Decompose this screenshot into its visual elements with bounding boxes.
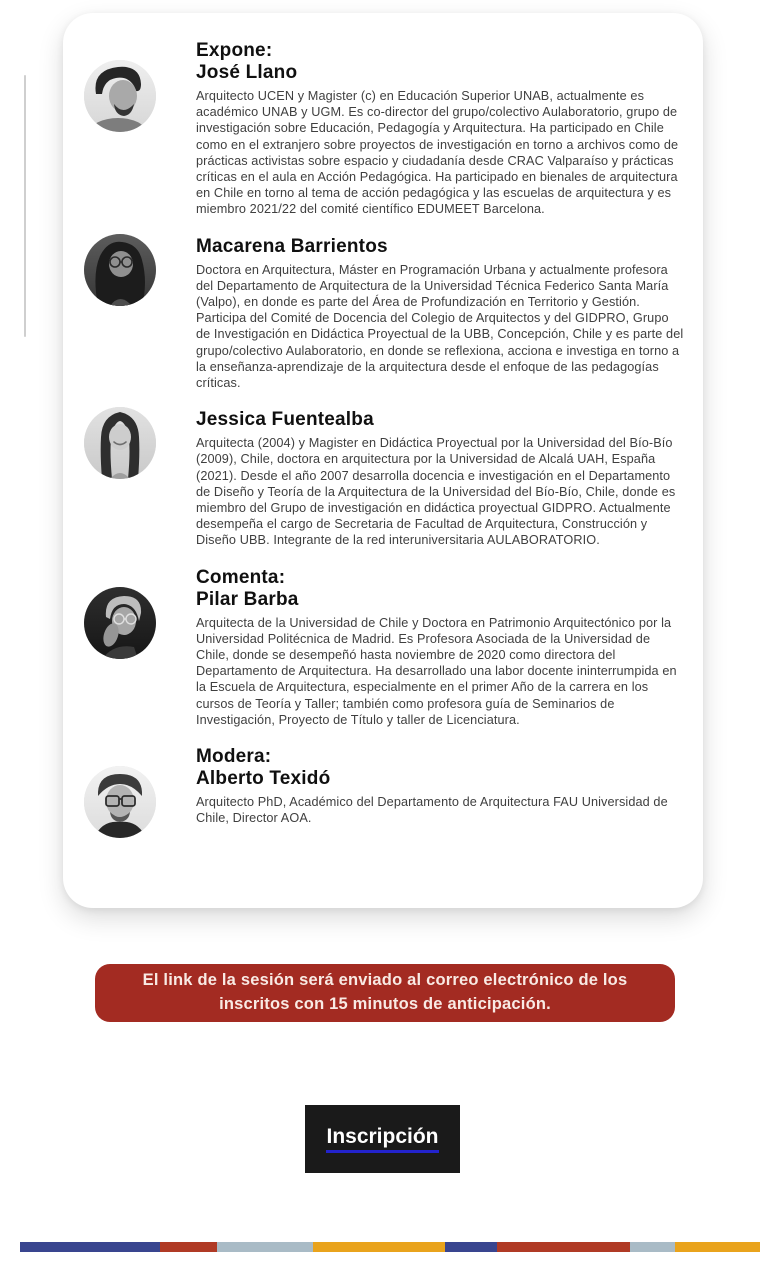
speaker-name: José Llano [196, 62, 298, 83]
speaker-bio: Doctora en Arquitectura, Máster en Programación Urbana y actualmente profesora del Departamento de Arquitectura de la Universidad Técnica Federico Santa María (Valpo), en donde es parte del Área de Profundización en Territorio y Gestión. Participa del Comité de Docencia del Colegio de Arquitectos y del GIDPRO, Grupo de Investigación en Didáctica Proyectual de la UBB, Concepción, Chile y es parte del grupo/colectivo Aulaboratorio, en donde se reflexiona, acciona e investiga en torno a la enseñanza-aprendizaje de la arquitectura desde el enfoque de las pedagogías críticas. [196, 262, 684, 391]
inscription-button[interactable] [305, 1105, 460, 1173]
speaker-content [196, 567, 685, 728]
stripe-segment [160, 1242, 217, 1252]
speaker-content [196, 40, 685, 218]
vertical-divider-line [24, 75, 26, 337]
stripe-segment [497, 1242, 630, 1252]
speaker-bio: Arquitecto UCEN y Magister (c) en Educación Superior UNAB, actualmente es académico UNAB y UGM. Es co-director del grupo/colectivo Aulaboratorio, grupo de investigación sobre Educación, Pedagogía y Arquitectura. Ha participado en Chile como en el extranjero sobre proyectos de investigación en torno a archivos como de prácticas activistas sobre espacio y ciudadanía desde CRAC Valparaíso y prácticas críticas en el aula en Acción Pedagógica. Ha participado en bienales de arquitectura en Chile en torno al tema de acción pedagógica y las escuelas de arquitectura y es miembro 2021/22 del comité científico EDUMEET Barcelona. [196, 89, 679, 217]
speaker-section-alberto-texido [84, 746, 685, 838]
speaker-section-pilar-barba [84, 567, 685, 728]
speaker-content [196, 236, 685, 392]
stripe-segment [445, 1242, 497, 1252]
speaker-section-jessica-fuentealba [84, 409, 685, 548]
stripe-segment [675, 1242, 760, 1252]
portrait-macarena-barrientos [84, 234, 156, 306]
stripe-segment [313, 1242, 445, 1252]
portrait-jessica-fuentealba [84, 407, 156, 479]
portrait-pilar-barba [84, 587, 156, 659]
stripe-segment [630, 1242, 675, 1252]
speaker-content [196, 409, 685, 548]
speaker-bio: Arquitecta (2004) y Magister en Didáctica Proyectual por la Universidad del Bío-Bío (2009), Chile, doctora en arquitectura por la Universidad de Alcalá UAH, España (2021). Desde el año 2007 desarrolla docencia e investigación en el Departamento de Diseño y Teoría de la Arquitectura de la Universidad del Bío-Bío, Chile, donde es miembro del Grupo de investigación en didáctica proyectual GIDPRO. Actualmente desempeña el cargo de Secretaria de Facultad de Arquitectura, Construcción y Diseño UBB. Integrante de la red interuniversitaria AULABORATORIO. [196, 436, 676, 548]
role-label-expone: Expone: [196, 40, 273, 61]
stripe-segment [217, 1242, 313, 1252]
speaker-name: Macarena Barrientos [196, 235, 388, 257]
speakers-card [63, 13, 703, 908]
footer-color-stripe [20, 1242, 760, 1252]
speaker-section-jose-llano [84, 40, 685, 218]
session-link-notice [95, 964, 675, 1022]
speaker-bio: Arquitecta de la Universidad de Chile y Doctora en Patrimonio Arquitectónico por la Universidad Politécnica de Madrid. Es Profesora Asociada de la Universidad de Chile, donde se desempeñó hasta noviembre de 2020 como directora del Departamento de Arquitectura. Ha desarrollado una labor docente ininterrumpida en la Escuela de Arquitectura, especialmente en el primer Año de la carrera en los cursos de Teoría y Taller; también como profesora guía de Seminarios de Investigación, Proyecto de Título y taller de Licenciatura. [196, 615, 677, 727]
speaker-bio: Arquitecto PhD, Académico del Departamento de Arquitectura FAU Universidad de Chile, Director AOA. [196, 795, 668, 826]
role-label-modera: Modera: [196, 746, 272, 768]
speaker-name: Jessica Fuentealba [196, 409, 374, 431]
speaker-name: Pilar Barba [196, 588, 299, 610]
speaker-name: Alberto Texidó [196, 768, 331, 790]
stripe-segment [20, 1242, 160, 1252]
speaker-content [196, 746, 685, 826]
speaker-section-macarena-barrientos [84, 236, 685, 392]
session-link-notice-text: El link de la sesión será enviado al correo electrónico de los inscritos con 15 minutos de anticipación. [142, 971, 628, 1013]
portrait-alberto-texido [84, 766, 156, 838]
role-label-comenta: Comenta: [196, 566, 286, 588]
portrait-jose-llano [84, 60, 156, 132]
inscription-link[interactable]: Inscripción [326, 1125, 438, 1153]
